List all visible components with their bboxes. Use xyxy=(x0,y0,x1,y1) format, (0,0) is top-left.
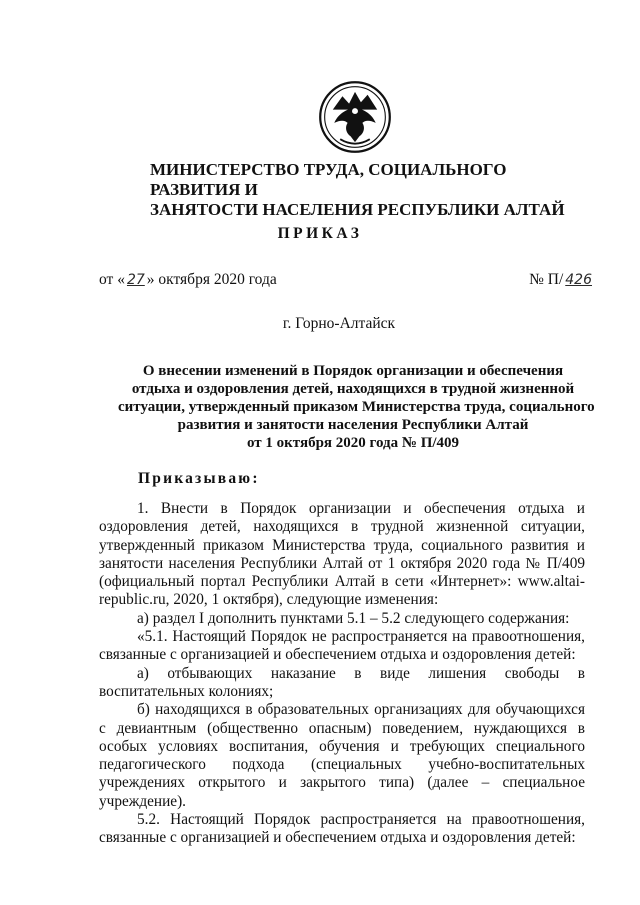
body-paragraph: б) находящихся в образовательных организациях для обучающихся с девиантным (общественно опасным) поведением, нуждающихся в особых условиях воспитания, обучения и требующих специального педагогического подхода (специальных учебно-воспитательных учреждениях открытого и закрытого типа) (далее – специальное учреждение). xyxy=(99,701,585,810)
body-paragraph: а) раздел I дополнить пунктами 5.1 – 5.2 следующего содержания: xyxy=(137,609,570,627)
coat-of-arms-altai-icon xyxy=(318,80,392,154)
number-prefix: № П/ xyxy=(529,271,564,288)
document-type-title: ПРИКАЗ xyxy=(277,225,363,242)
date-suffix: » октября 2020 года xyxy=(146,271,277,288)
subject-line: ситуации, утвержденный приказом Министерства труда, социального xyxy=(118,399,595,415)
handwritten-day: 27 xyxy=(126,272,145,288)
subject-line: отдыха и оздоровления детей, находящихся в трудной жизненной xyxy=(131,381,575,397)
ministry-name-line-1: МИНИСТЕРСТВО ТРУДА, СОЦИАЛЬНОГО РАЗВИТИЯ И xyxy=(150,160,507,199)
city-name: г. Горно-Алтайск xyxy=(282,315,396,332)
subject-line: развития и занятости населения Республики Алтай xyxy=(177,417,529,433)
date-prefix: от « xyxy=(99,271,125,288)
handwritten-number: 426 xyxy=(565,272,592,288)
order-date xyxy=(99,270,277,290)
body-paragraph: 1. Внести в Порядок организации и обеспечения отдыха и оздоровления детей, находящихся в трудной жизненной ситуации, утвержденный приказом Министерства труда, социального развития и занятости населения Республики Алтай от 1 октября 2020 года № П/409 (официальный портал Республики Алтай в сети «Интернет»: www.altai-republic.ru, 2020, 1 октября), следующие изменения: xyxy=(99,500,585,609)
order-word: Приказываю: xyxy=(138,470,260,487)
ministry-name xyxy=(150,160,590,220)
body-paragraph: «5.1. Настоящий Порядок не распространяется на правоотношения, связанные с организацией и обеспечением отдыха и оздоровления детей: xyxy=(99,628,585,664)
body-paragraph: а) отбывающих наказание в виде лишения свободы в воспитательных колониях; xyxy=(99,664,585,700)
body-paragraph: 5.2. Настоящий Порядок распространяется на правоотношения, связанные с организацией и обеспечением отдыха и оздоровления детей: xyxy=(99,811,585,847)
order-body xyxy=(99,500,585,848)
order-number xyxy=(529,270,594,290)
order-subject xyxy=(118,362,595,452)
subject-line: от 1 октября 2020 года № П/409 xyxy=(246,435,460,451)
subject-line: О внесении изменений в Порядок организации и обеспечения xyxy=(142,363,564,379)
ministry-name-line-2: ЗАНЯТОСТИ НАСЕЛЕНИЯ РЕСПУБЛИКИ АЛТАЙ xyxy=(150,200,565,219)
